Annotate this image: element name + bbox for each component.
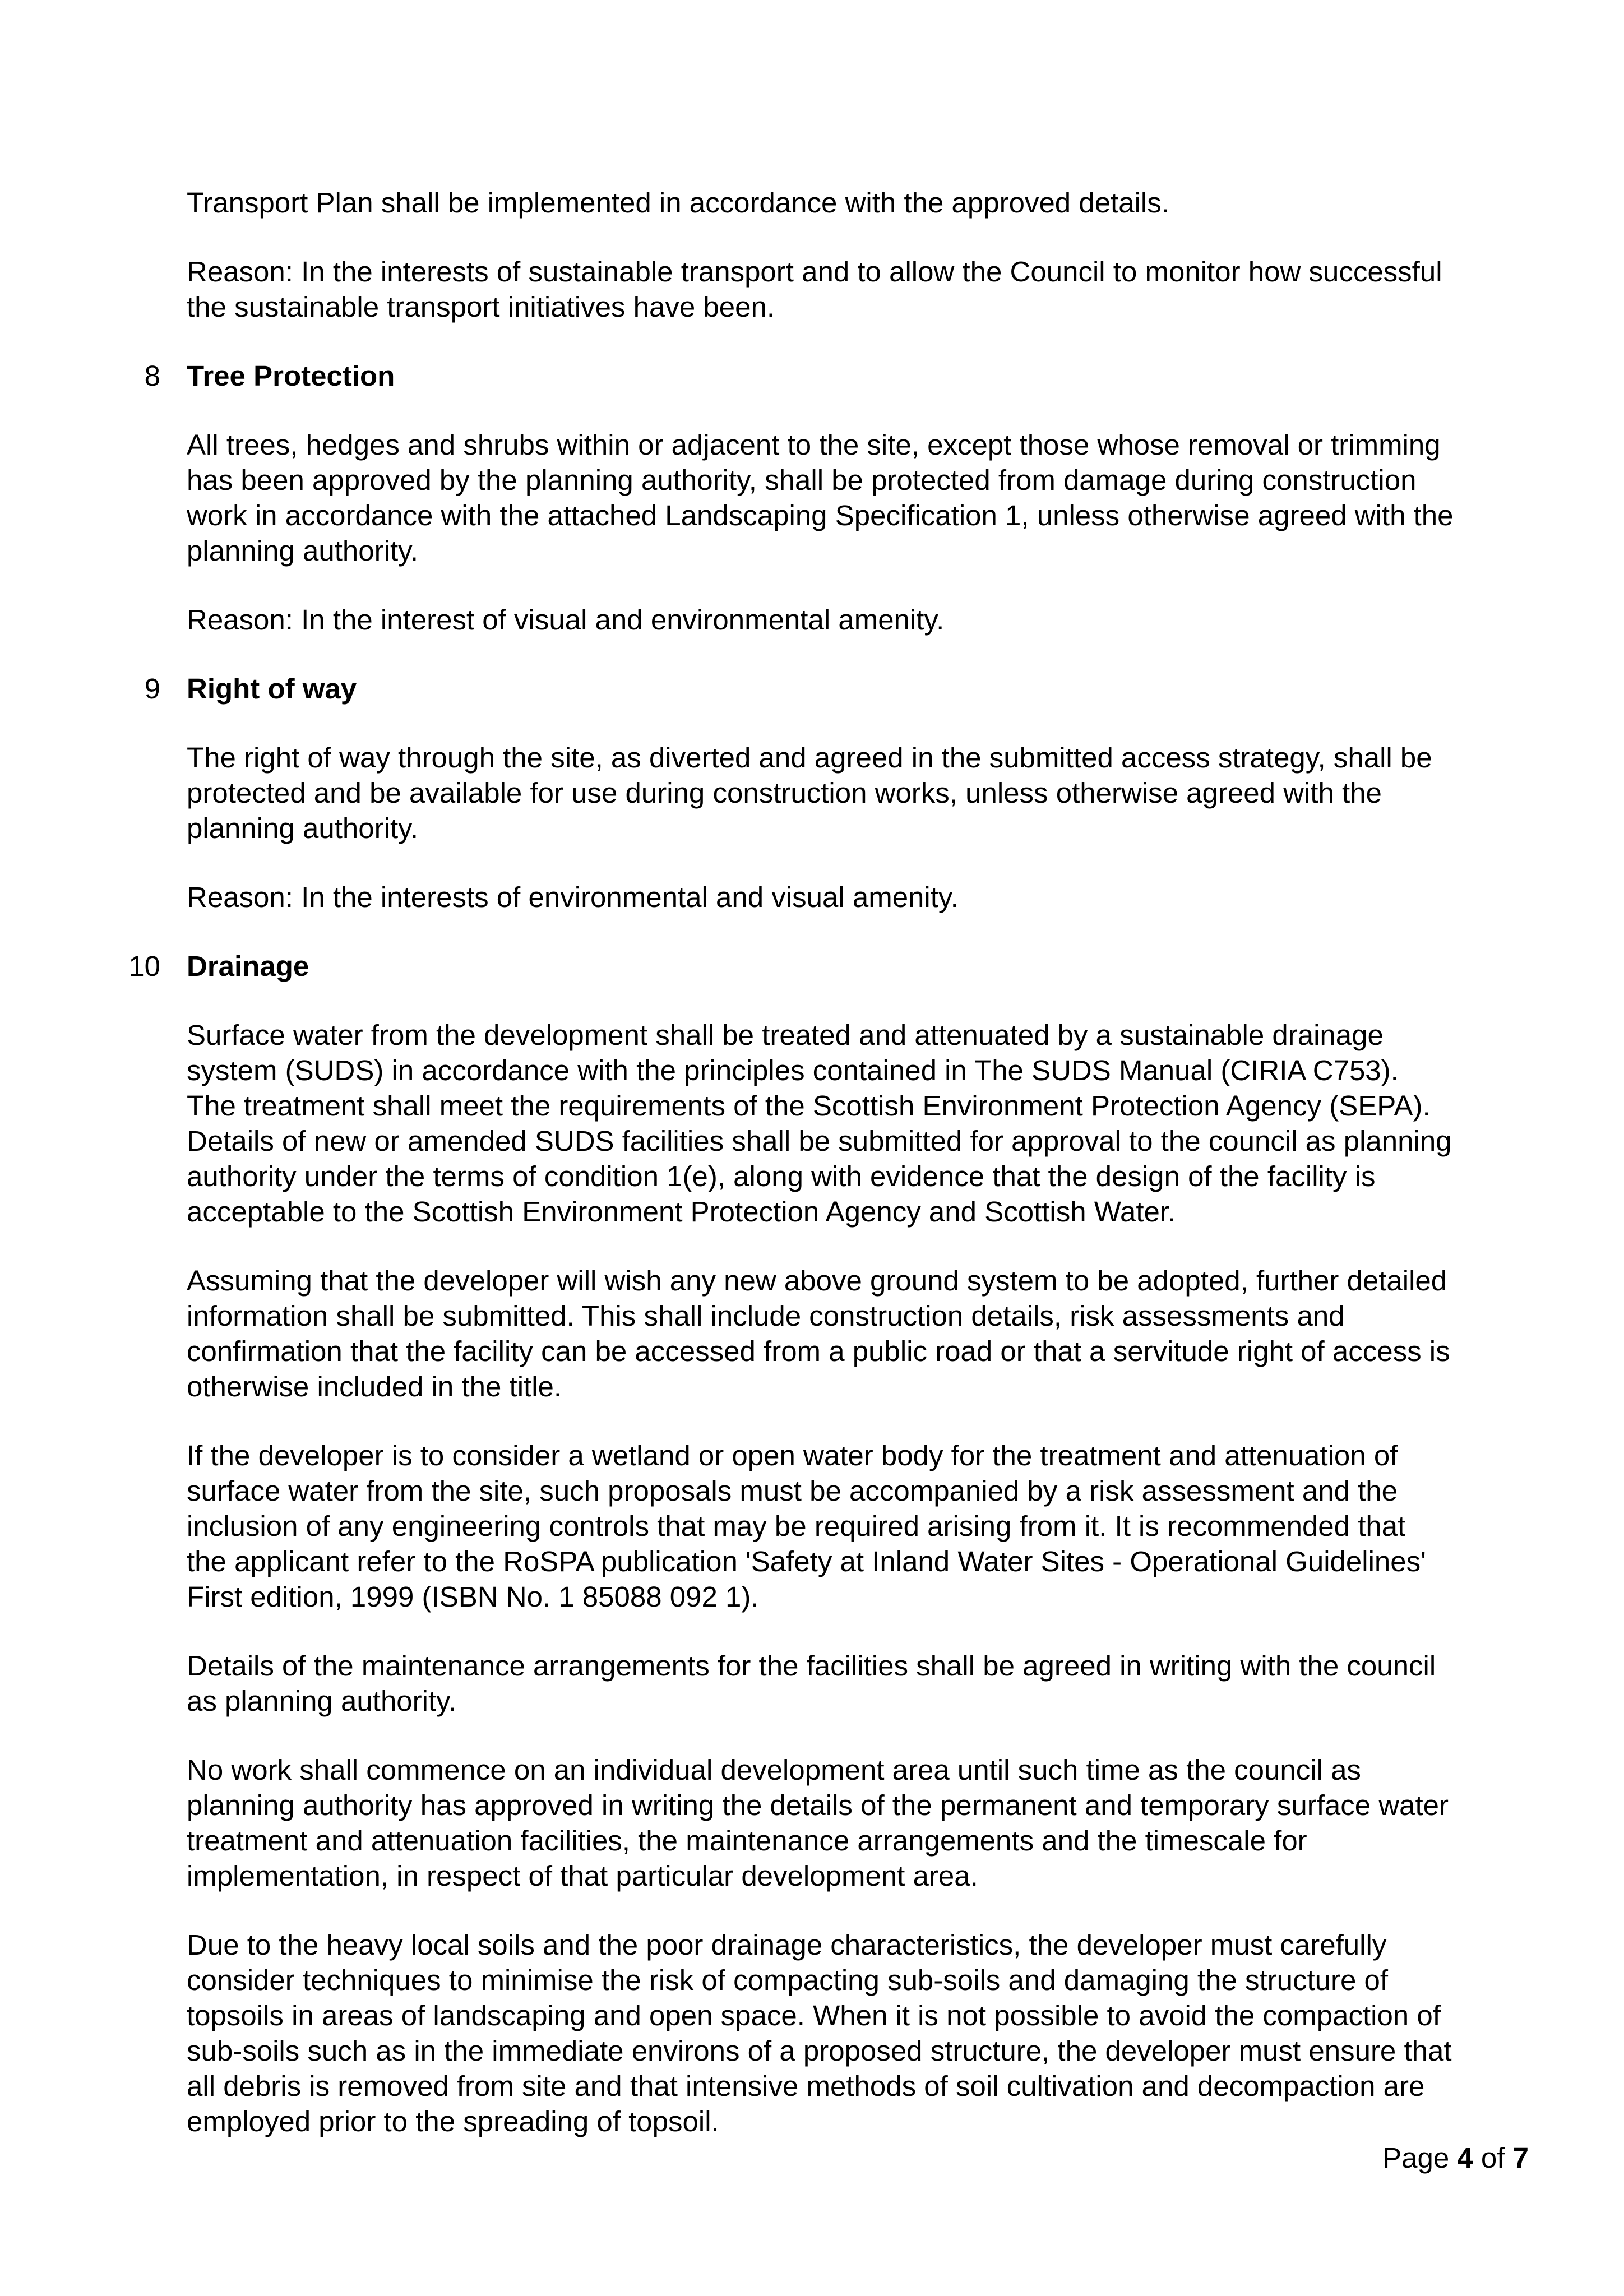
paragraph: Reason: In the interests of sustainable transport and to allow the Council to monitor how successful the sustainable transport initiatives have been. <box>187 256 1442 323</box>
paragraph: If the developer is to consider a wetland or open water body for the treatment and attenuation of surface water from the site, such proposals must be accompanied by a risk assessment and the inclusion of any engineering controls that may be required arising from it. It is recommended that the applicant refer to the RoSPA publication 'Safety at Inland Water Sites - Operational Guidelines' First edition, 1999 (ISBN No. 1 85088 092 1). <box>187 1439 1426 1613</box>
condition-heading <box>144 671 1532 706</box>
condition-number: 8 <box>144 360 160 392</box>
condition-number: 10 <box>128 950 160 982</box>
paragraph: No work shall commence on an individual development area until such time as the council as planning authority has approved in writing the details of the permanent and temporary surface water treatment and attenuation facilities, the maintenance arrangements and the timescale for implementation, in respect of that particular development area. <box>187 1754 1449 1892</box>
page-middle: of <box>1473 2142 1513 2174</box>
page-current: 4 <box>1457 2142 1473 2174</box>
paragraph: Reason: In the interests of environmental and visual amenity. <box>187 881 959 913</box>
page-footer <box>1382 2140 1529 2175</box>
paragraph: Due to the heavy local soils and the poor drainage characteristics, the developer must carefully consider techniques to minimise the risk of compacting sub-soils and damaging the structure of topsoils in areas of landscaping and open space. When it is not possible to avoid the compaction of sub-soils such as in the immediate environs of a proposed structure, the developer must ensure that all debris is removed from site and that intensive methods of soil cultivation and decompaction are employed prior to the spreading of topsoil. <box>187 1929 1452 2137</box>
paragraph: The right of way through the site, as diverted and agreed in the submitted access strategy, shall be protected and be available for use during construction works, unless otherwise agreed with the planning authority. <box>187 742 1432 844</box>
paragraph: Reason: In the interest of visual and environmental amenity. <box>187 604 945 636</box>
condition-number: 9 <box>144 673 160 705</box>
condition-title: Right of way <box>187 673 357 705</box>
paragraph: Transport Plan shall be implemented in accordance with the approved details. <box>187 187 1169 219</box>
paragraph: All trees, hedges and shrubs within or adjacent to the site, except those whose removal or trimming has been approved by the planning authority, shall be protected from damage during construction work in accordance with the attached Landscaping Specification 1, unless otherwise agreed with the planning authority. <box>187 429 1454 567</box>
page-total: 7 <box>1512 2142 1529 2174</box>
condition-heading <box>128 948 1532 984</box>
paragraph: Surface water from the development shall be treated and attenuated by a sustainable drainage system (SUDS) in accordance with the principles contained in The SUDS Manual (CIRIA C753). The treatment shall meet the requirements of the Scottish Environment Protection Agency (SEPA). Details of new or amended SUDS facilities shall be submitted for approval to the council as planning authority under the terms of condition 1(e), along with evidence that the design of the facility is acceptable to the Scottish Environment Protection Agency and Scottish Water. <box>187 1019 1452 1228</box>
condition-title: Drainage <box>187 950 309 982</box>
document-body <box>128 185 1532 2173</box>
condition-title: Tree Protection <box>187 360 395 392</box>
paragraph: Assuming that the developer will wish any new above ground system to be adopted, further detailed information shall be submitted. This shall include construction details, risk assessments and confirmation that the facility can be accessed from a public road or that a servitude right of access is otherwise included in the title. <box>187 1265 1450 1402</box>
page-prefix: Page <box>1382 2142 1458 2174</box>
paragraph: Details of the maintenance arrangements for the facilities shall be agreed in writing with the council as planning authority. <box>187 1650 1436 1717</box>
condition-heading <box>144 358 1532 394</box>
